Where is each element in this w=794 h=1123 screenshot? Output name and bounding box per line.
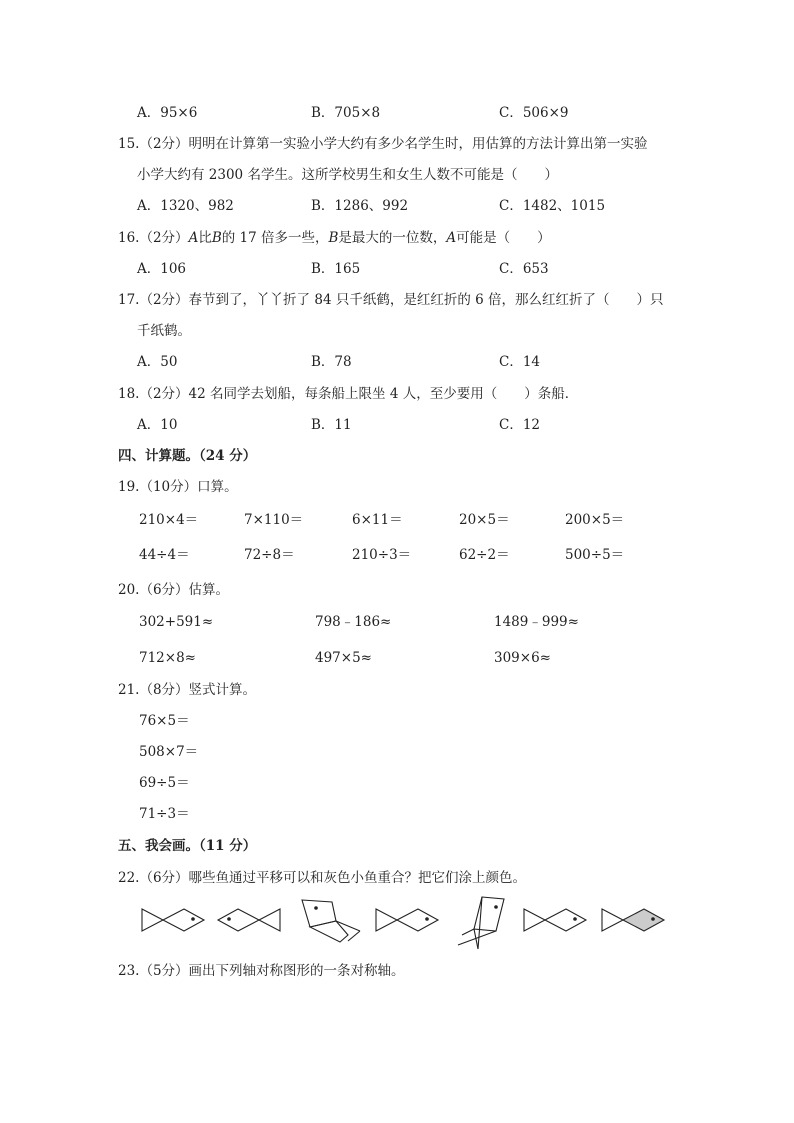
- q21-problem: 69÷5＝: [139, 775, 190, 791]
- q18-option-c[interactable]: C．12: [499, 417, 541, 433]
- fish-3-icon[interactable]: [298, 897, 362, 949]
- q20-problem: 1489﹣999≈: [494, 614, 579, 630]
- q19-problem: 500÷5＝: [565, 547, 625, 563]
- q22-fish-row: [130, 893, 690, 953]
- q16-var-b: B: [211, 230, 222, 246]
- section-4-title: 四、计算题。（24 分）: [118, 448, 257, 464]
- fish-5-icon[interactable]: [452, 895, 510, 951]
- q19-title: 19.（10分）口算。: [118, 479, 238, 495]
- q19-problem: 62÷2＝: [459, 547, 510, 563]
- q19-problem: 6×11＝: [352, 512, 403, 528]
- q17-option-a[interactable]: A．50: [137, 354, 178, 370]
- q19-problem: 210÷3＝: [352, 547, 412, 563]
- q15-stem-line2: 小学大约有 2300 名学生。这所学校男生和女生人数不可能是（ ）: [137, 167, 558, 183]
- q16-option-b[interactable]: B．165: [311, 261, 361, 277]
- q15-option-a[interactable]: A．1320、982: [137, 198, 234, 214]
- q17-option-b[interactable]: B．78: [311, 354, 352, 370]
- q18-stem: 18.（2分）42 名同学去划船，每条船上限坐 4 人，至少要用（ ）条船．: [118, 386, 579, 402]
- q14-option-c[interactable]: C．506×9: [499, 105, 569, 121]
- q16-number: 16.（2分）: [118, 230, 189, 246]
- q17-stem-line1: 17.（2分）春节到了，丫丫折了 84 只千纸鹤，是红红折的 6 倍，那么红红折了（ ）只: [118, 292, 664, 308]
- fish-1-icon[interactable]: [140, 903, 206, 937]
- q19-problem: 44÷4＝: [139, 547, 190, 563]
- q16-var-b: B: [328, 230, 339, 246]
- fish-4-icon[interactable]: [374, 903, 440, 937]
- q14-option-b[interactable]: B．705×8: [311, 105, 381, 121]
- q15-option-b[interactable]: B．1286、992: [311, 198, 409, 214]
- q21-problem: 71÷3＝: [139, 806, 190, 822]
- q19-problem: 200×5＝: [565, 512, 625, 528]
- q15-option-c[interactable]: C．1482、1015: [499, 198, 606, 214]
- q20-problem: 309×6≈: [494, 650, 551, 666]
- q18-option-b[interactable]: B．11: [311, 417, 352, 433]
- q16-option-a[interactable]: A．106: [137, 261, 187, 277]
- q21-problem: 508×7＝: [139, 744, 199, 760]
- q22-title: 22.（6分）哪些鱼通过平移可以和灰色小鱼重合？把它们涂上颜色。: [118, 870, 527, 886]
- fish-2-icon[interactable]: [216, 903, 282, 937]
- q16-var-a: A: [188, 230, 199, 246]
- q20-problem: 712×8≈: [139, 650, 196, 666]
- q17-option-c[interactable]: C．14: [499, 354, 541, 370]
- q21-title: 21.（8分）竖式计算。: [118, 682, 257, 698]
- q16-text: 可能是（ ）: [456, 230, 551, 246]
- q18-option-a[interactable]: A．10: [137, 417, 178, 433]
- q16-option-c[interactable]: C．653: [499, 261, 549, 277]
- q19-problem: 7×110＝: [244, 512, 304, 528]
- q19-problem: 210×4＝: [139, 512, 199, 528]
- q20-problem: 302+591≈: [139, 614, 214, 630]
- q20-problem: 798﹣186≈: [315, 614, 392, 630]
- gray-fish-icon: [600, 903, 666, 937]
- q16-text: 的 17 倍多一些，: [221, 230, 329, 246]
- q16-var-a: A: [446, 230, 457, 246]
- section-5-title: 五、我会画。（11 分）: [118, 838, 257, 854]
- q16-text: 比: [198, 230, 212, 246]
- q17-stem-line2: 千纸鹤。: [137, 323, 191, 339]
- fish-6-icon[interactable]: [522, 903, 588, 937]
- q14-option-a[interactable]: A．95×6: [137, 105, 198, 121]
- q15-stem-line1: 15.（2分）明明在计算第一实验小学大约有多少名学生时，用估算的方法计算出第一实验: [118, 136, 648, 152]
- q23-title: 23.（5分）画出下列轴对称图形的一条对称轴。: [118, 963, 405, 979]
- q19-problem: 20×5＝: [459, 512, 510, 528]
- q19-problem: 72÷8＝: [244, 547, 295, 563]
- q20-problem: 497×5≈: [315, 650, 372, 666]
- q21-problem: 76×5＝: [139, 713, 190, 729]
- q16-text: 是最大的一位数，: [338, 230, 447, 246]
- q20-title: 20.（6分）估算。: [118, 582, 230, 598]
- q16-stem: [118, 229, 551, 247]
